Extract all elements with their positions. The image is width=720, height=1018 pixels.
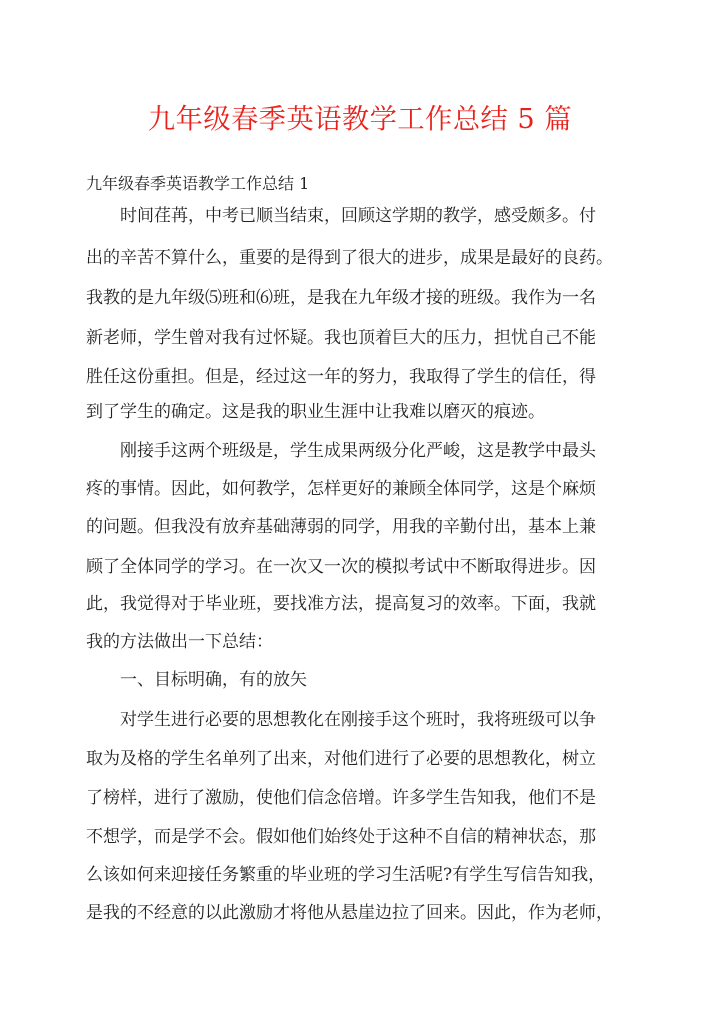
paragraph-line: 新老师，学生曾对我有过怀疑。我也顶着巨大的压力，担忧自己不能 (86, 328, 596, 348)
paragraph-line: 胜任这份重担。但是，经过这一年的努力，我取得了学生的信任，得 (86, 367, 596, 387)
section-heading: 九年级春季英语教学工作总结 1 (86, 174, 310, 193)
paragraph-line: 刚接手这两个班级是，学生成果两级分化严峻，这是教学中最头 (86, 441, 596, 461)
paragraph-line: 到了学生的确定。这是我的职业生涯中让我难以磨灭的痕迹。 (86, 402, 545, 422)
paragraph-line: 顾了全体同学的学习。在一次又一次的模拟考试中不断取得进步。因 (86, 557, 596, 577)
document-title: 九年级春季英语教学工作总结 5 篇 (147, 104, 573, 135)
paragraph-line: 出的辛苦不算什么，重要的是得到了很大的进步，成果是最好的良药。 (86, 248, 613, 268)
paragraph-line: 了榜样，进行了激励，使他们信念倍增。许多学生告知我，他们不是 (86, 788, 596, 808)
paragraph-line: 此，我觉得对于毕业班，要找准方法，提高复习的效率。下面，我就 (86, 594, 596, 614)
subheading: 一、目标明确，有的放矢 (86, 670, 307, 690)
paragraph-line: 对学生进行必要的思想教化在刚接手这个班时，我将班级可以争 (86, 710, 596, 730)
paragraph-line: 是我的不经意的以此激励才将他从悬崖边拉了回来。因此，作为老师， (86, 903, 613, 923)
paragraph-line: 的问题。但我没有放弃基础薄弱的同学，用我的辛勤付出，基本上兼 (86, 517, 596, 537)
paragraph-line: 我教的是九年级⑸班和⑹班，是我在九年级才接的班级。我作为一名 (86, 288, 596, 308)
paragraph-line: 么该如何来迎接任务繁重的毕业班的学习生活呢?有学生写信告知我， (86, 865, 606, 885)
paragraph-line: 我的方法做出一下总结： (86, 632, 273, 652)
paragraph-line: 不想学，而是学不会。假如他们始终处于这种不自信的精神状态，那 (86, 827, 596, 847)
paragraph-line: 时间荏苒，中考已顺当结束，回顾这学期的教学，感受颇多。付 (86, 206, 596, 226)
paragraph-line: 疼的事情。因此，如何教学，怎样更好的兼顾全体同学，这是个麻烦 (86, 479, 596, 499)
paragraph-line: 取为及格的学生名单列了出来，对他们进行了必要的思想教化，树立 (86, 749, 596, 769)
